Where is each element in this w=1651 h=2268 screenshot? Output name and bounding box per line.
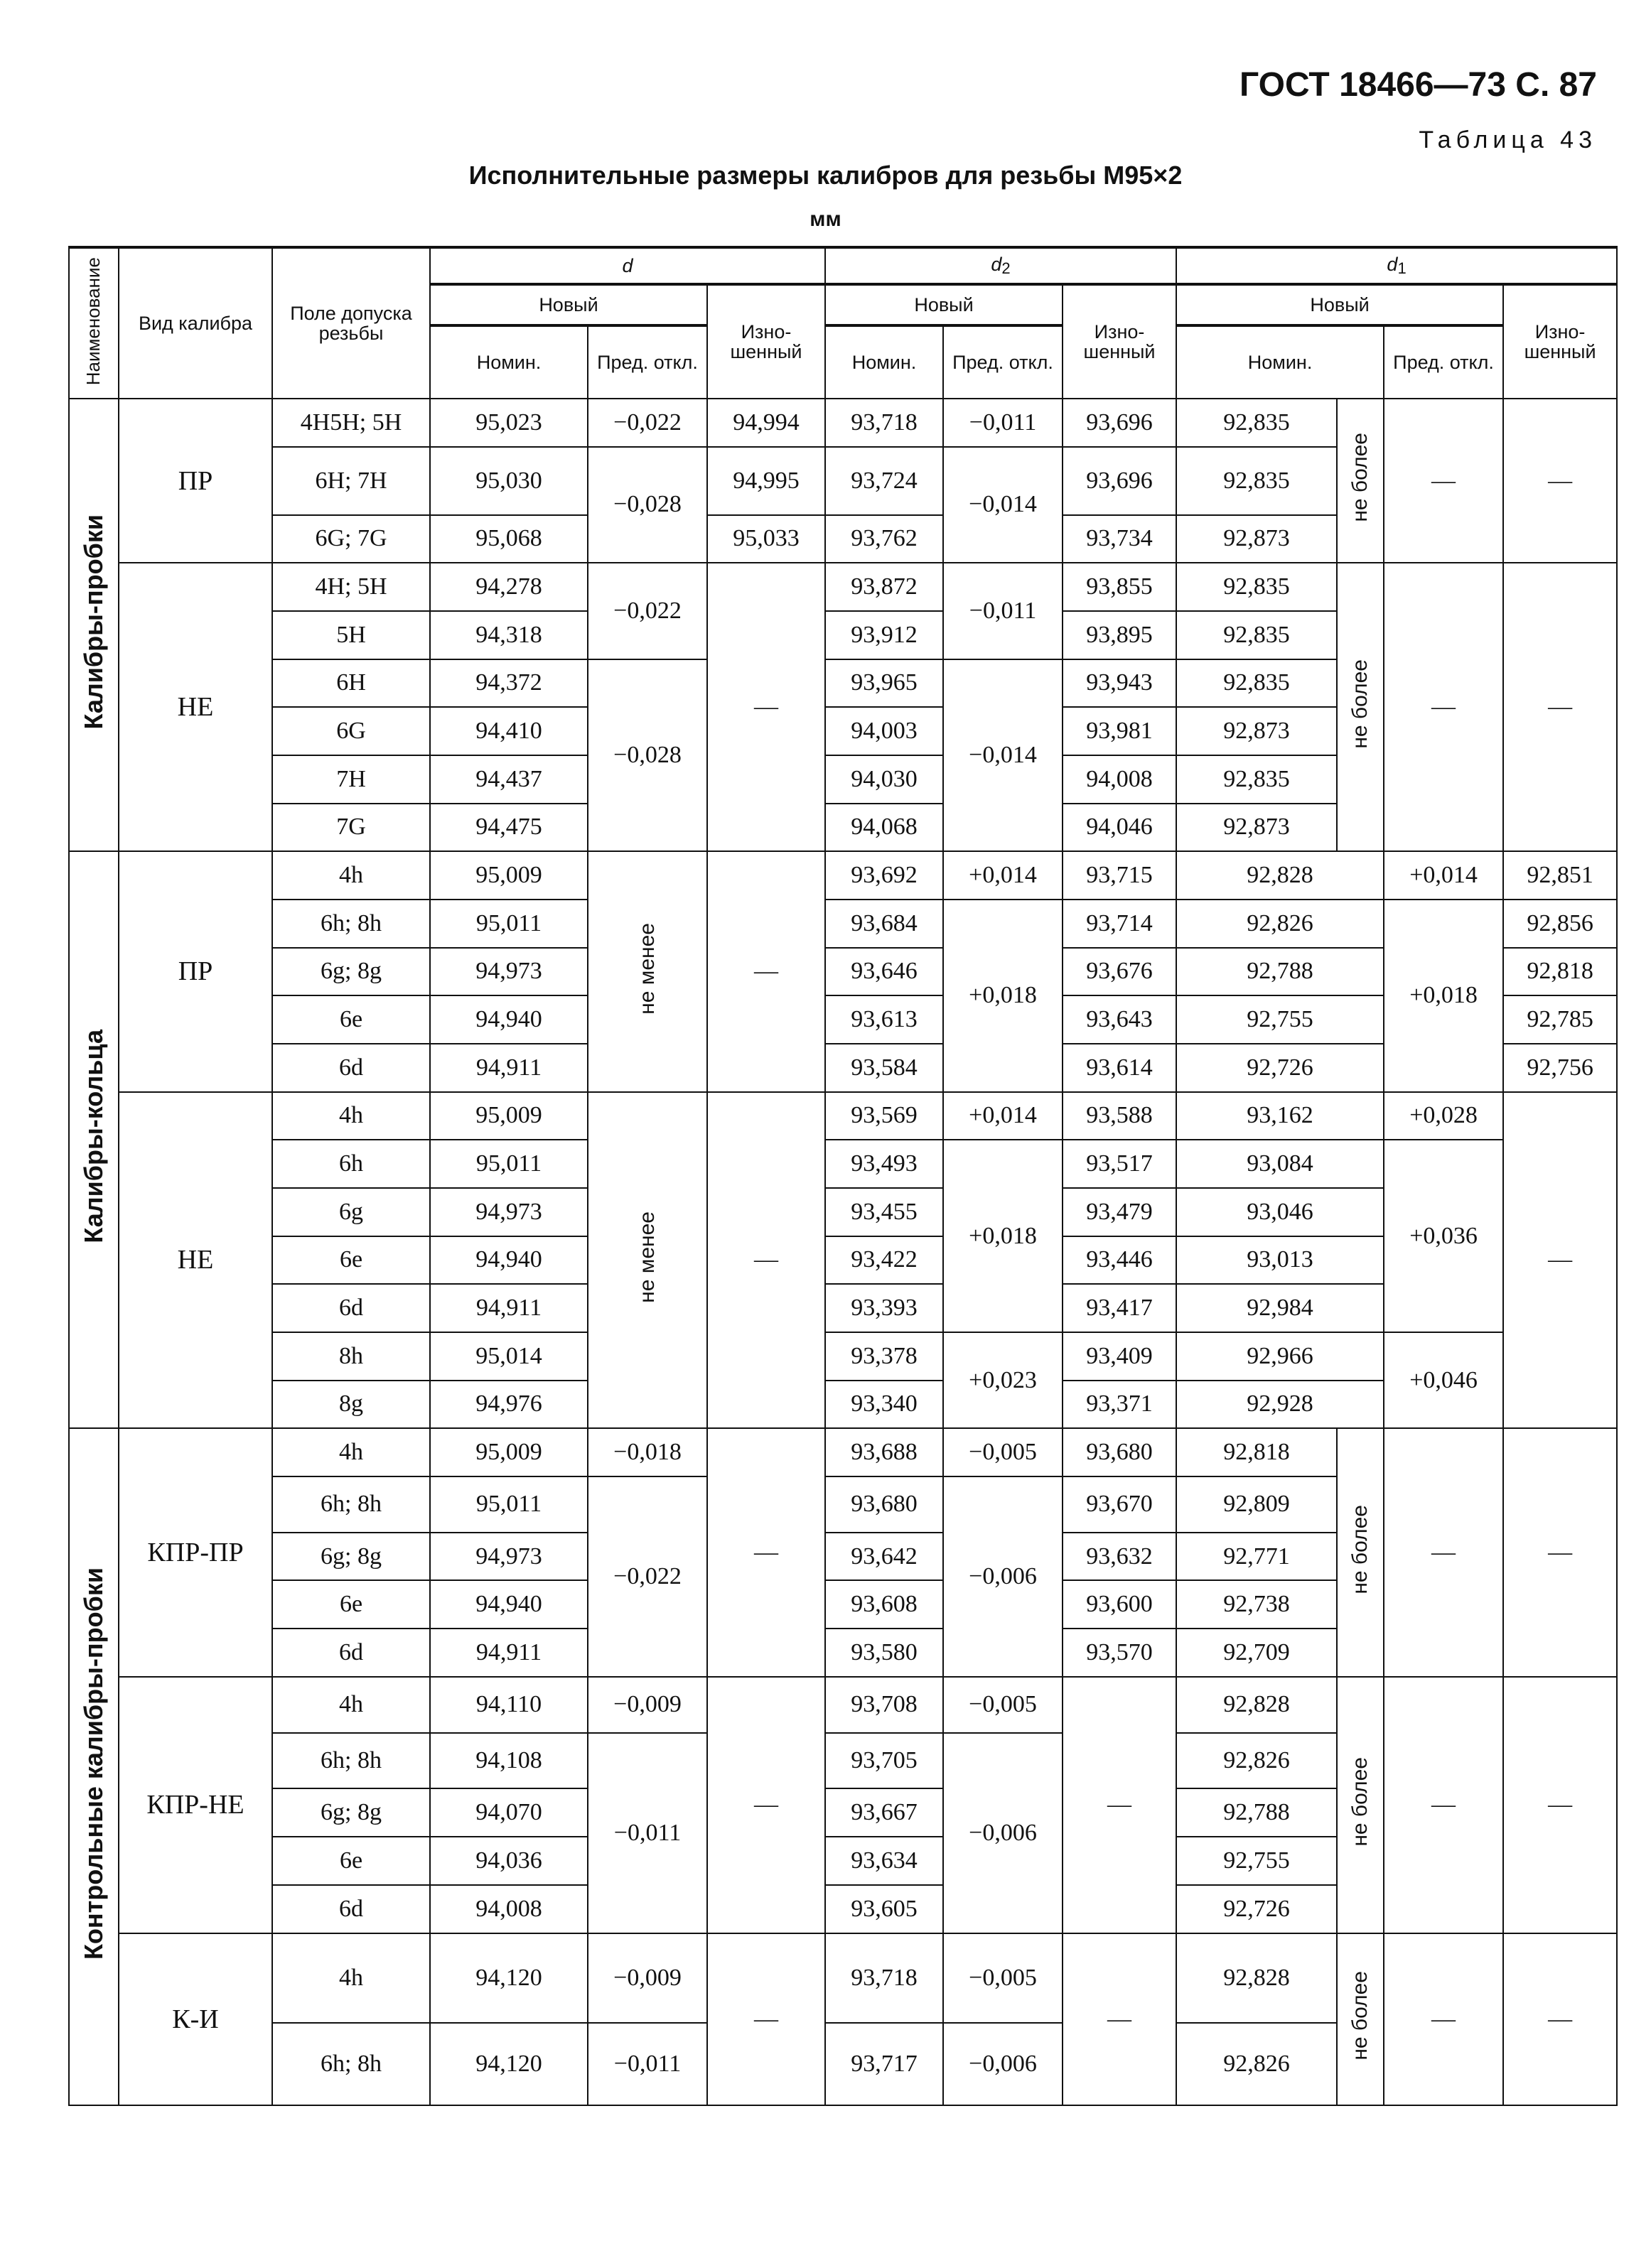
- table-title: Исполнительные размеры калибров для резьбы М95×2: [468, 161, 1183, 190]
- gauge-kind: ПР: [119, 851, 272, 1091]
- value-cell: 92,828: [1176, 1933, 1337, 2024]
- value-cell: 93,493: [825, 1140, 943, 1188]
- value-cell: 93,684: [825, 900, 943, 948]
- value-cell: 93,162: [1176, 1092, 1384, 1140]
- value-cell: 93,417: [1063, 1284, 1176, 1332]
- tolerance-cell: 6d: [272, 1284, 430, 1332]
- value-cell: 93,422: [825, 1236, 943, 1285]
- col-kind: Вид калибра: [119, 247, 272, 399]
- tolerance-cell: 6h; 8h: [272, 2023, 430, 2105]
- value-cell: 93,013: [1176, 1236, 1384, 1285]
- tolerance-cell: 8h: [272, 1332, 430, 1381]
- value-cell: 93,479: [1063, 1188, 1176, 1236]
- group-label: Калибры-кольца: [69, 851, 119, 1428]
- table-body: [69, 399, 1617, 2105]
- value-cell: 93,943: [1063, 659, 1176, 708]
- table-row: [69, 851, 1617, 900]
- tolerance-cell: 4h: [272, 1428, 430, 1476]
- tolerance-cell: 7G: [272, 804, 430, 852]
- value-cell: 95,009: [430, 851, 588, 900]
- value-cell: 93,705: [825, 1733, 943, 1789]
- value-cell: 92,826: [1176, 2023, 1337, 2105]
- tolerance-cell: 6h; 8h: [272, 900, 430, 948]
- note-cell: не менее: [588, 1092, 707, 1429]
- value-cell: 92,928: [1176, 1381, 1384, 1429]
- value-cell: 92,788: [1176, 948, 1384, 996]
- value-cell: −0,005: [943, 1933, 1063, 2024]
- col-d2-new: Новый: [825, 284, 1063, 325]
- value-cell: 93,446: [1063, 1236, 1176, 1285]
- value-cell: 92,771: [1176, 1533, 1337, 1581]
- dash-cell: —: [1384, 1677, 1503, 1933]
- value-cell: 92,818: [1176, 1428, 1337, 1476]
- table-row: [69, 1428, 1617, 1476]
- gauge-kind: НЕ: [119, 1092, 272, 1429]
- page-reference: ГОСТ 18466—73 С. 87: [1239, 66, 1597, 104]
- value-cell: −0,005: [943, 1428, 1063, 1476]
- value-cell: −0,014: [943, 447, 1063, 563]
- value-cell: 92,873: [1176, 804, 1337, 852]
- value-cell: 94,940: [430, 1580, 588, 1629]
- value-cell: 93,734: [1063, 515, 1176, 563]
- dash-cell: —: [1503, 563, 1617, 851]
- value-cell: +0,028: [1384, 1092, 1503, 1140]
- value-cell: 92,818: [1503, 948, 1617, 996]
- value-cell: 93,717: [825, 2023, 943, 2105]
- dash-cell: —: [707, 1933, 825, 2106]
- group-label: Контрольные калибры-пробки: [69, 1428, 119, 2105]
- value-cell: 93,676: [1063, 948, 1176, 996]
- value-cell: −0,006: [943, 1476, 1063, 1677]
- note-cell: не более: [1337, 563, 1384, 851]
- value-cell: 93,600: [1063, 1580, 1176, 1629]
- value-cell: 93,895: [1063, 611, 1176, 659]
- group-label: Калибры-пробки: [69, 399, 119, 851]
- value-cell: 95,030: [430, 447, 588, 515]
- value-cell: 92,738: [1176, 1580, 1337, 1629]
- value-cell: 93,965: [825, 659, 943, 708]
- dash-cell: —: [707, 851, 825, 1091]
- value-cell: 94,008: [430, 1885, 588, 1933]
- value-cell: 92,984: [1176, 1284, 1384, 1332]
- value-cell: 95,011: [430, 900, 588, 948]
- tolerance-cell: 6H; 7H: [272, 447, 430, 515]
- value-cell: 93,708: [825, 1677, 943, 1733]
- value-cell: −0,014: [943, 659, 1063, 852]
- tolerance-cell: 4h: [272, 1092, 430, 1140]
- col-d: d: [430, 247, 825, 284]
- dash-cell: —: [1384, 399, 1503, 563]
- value-cell: 93,688: [825, 1428, 943, 1476]
- value-cell: 94,036: [430, 1837, 588, 1885]
- col-d2: d2: [825, 247, 1176, 284]
- value-cell: 92,756: [1503, 1044, 1617, 1092]
- value-cell: 93,680: [1063, 1428, 1176, 1476]
- gauge-kind: КПР-НЕ: [119, 1677, 272, 1933]
- value-cell: 94,911: [430, 1629, 588, 1677]
- value-cell: 93,517: [1063, 1140, 1176, 1188]
- value-cell: −0,028: [588, 659, 707, 852]
- value-cell: 93,588: [1063, 1092, 1176, 1140]
- dash-cell: —: [1503, 1428, 1617, 1677]
- tolerance-cell: 6G: [272, 707, 430, 755]
- table-row: [69, 900, 1617, 948]
- dash-cell: —: [1063, 1677, 1176, 1933]
- value-cell: 92,856: [1503, 900, 1617, 948]
- table-row: [69, 1677, 1617, 1733]
- tolerance-cell: 6d: [272, 1629, 430, 1677]
- value-cell: 93,981: [1063, 707, 1176, 755]
- value-cell: 92,826: [1176, 1733, 1337, 1789]
- value-cell: 94,911: [430, 1284, 588, 1332]
- value-cell: −0,011: [943, 563, 1063, 659]
- value-cell: 94,976: [430, 1381, 588, 1429]
- value-cell: 93,680: [825, 1476, 943, 1533]
- tolerance-cell: 6g: [272, 1188, 430, 1236]
- value-cell: 93,378: [825, 1332, 943, 1381]
- value-cell: 94,030: [825, 755, 943, 804]
- tolerance-cell: 6g; 8g: [272, 1788, 430, 1837]
- note-cell: не более: [1337, 1428, 1384, 1677]
- dash-cell: —: [707, 1677, 825, 1933]
- value-cell: 94,068: [825, 804, 943, 852]
- value-cell: 94,410: [430, 707, 588, 755]
- table-row: [69, 1140, 1617, 1188]
- value-cell: 95,011: [430, 1476, 588, 1533]
- tolerance-cell: 6d: [272, 1885, 430, 1933]
- value-cell: 92,826: [1176, 900, 1384, 948]
- value-cell: +0,014: [1384, 851, 1503, 900]
- value-cell: +0,018: [943, 900, 1063, 1092]
- tolerance-cell: 4H; 5H: [272, 563, 430, 611]
- value-cell: 93,632: [1063, 1533, 1176, 1581]
- tolerance-cell: 6e: [272, 1580, 430, 1629]
- value-cell: +0,018: [1384, 900, 1503, 1092]
- value-cell: 93,872: [825, 563, 943, 611]
- dash-cell: —: [1384, 563, 1503, 851]
- value-cell: +0,046: [1384, 1332, 1503, 1428]
- value-cell: 93,724: [825, 447, 943, 515]
- value-cell: +0,014: [943, 1092, 1063, 1140]
- value-cell: 92,755: [1176, 995, 1384, 1044]
- value-cell: 95,009: [430, 1092, 588, 1140]
- value-cell: 95,011: [430, 1140, 588, 1188]
- value-cell: −0,006: [943, 2023, 1063, 2105]
- tolerance-cell: 4h: [272, 851, 430, 900]
- value-cell: 94,008: [1063, 755, 1176, 804]
- tolerance-cell: 6h; 8h: [272, 1476, 430, 1533]
- value-cell: 93,718: [825, 399, 943, 447]
- gauge-kind: НЕ: [119, 563, 272, 851]
- tolerance-cell: 6g; 8g: [272, 948, 430, 996]
- value-cell: −0,009: [588, 1677, 707, 1733]
- value-cell: 95,033: [707, 515, 825, 563]
- value-cell: +0,018: [943, 1140, 1063, 1332]
- col-d-worn: Изно-шенный: [707, 284, 825, 399]
- value-cell: +0,023: [943, 1332, 1063, 1428]
- tolerance-cell: 4H5H; 5H: [272, 399, 430, 447]
- value-cell: 94,120: [430, 1933, 588, 2024]
- value-cell: −0,011: [943, 399, 1063, 447]
- value-cell: 93,634: [825, 1837, 943, 1885]
- value-cell: 92,873: [1176, 707, 1337, 755]
- value-cell: 93,670: [1063, 1476, 1176, 1533]
- value-cell: 92,828: [1176, 1677, 1337, 1733]
- value-cell: 94,437: [430, 755, 588, 804]
- value-cell: 92,873: [1176, 515, 1337, 563]
- value-cell: 94,070: [430, 1788, 588, 1837]
- tolerance-cell: 6e: [272, 995, 430, 1044]
- value-cell: 92,828: [1176, 851, 1384, 900]
- table-row: [69, 399, 1617, 447]
- value-cell: 93,569: [825, 1092, 943, 1140]
- value-cell: 93,570: [1063, 1629, 1176, 1677]
- value-cell: −0,006: [943, 1733, 1063, 1933]
- value-cell: 93,696: [1063, 399, 1176, 447]
- table-row: [69, 1092, 1617, 1140]
- col-d2-nom: Номин.: [825, 325, 943, 399]
- tolerance-cell: 5H: [272, 611, 430, 659]
- value-cell: 93,046: [1176, 1188, 1384, 1236]
- value-cell: 93,584: [825, 1044, 943, 1092]
- col-d-new: Новый: [430, 284, 707, 325]
- col-d1-dev: Пред. откл.: [1384, 325, 1503, 399]
- tolerance-cell: 6G; 7G: [272, 515, 430, 563]
- value-cell: +0,036: [1384, 1140, 1503, 1332]
- value-cell: 94,940: [430, 995, 588, 1044]
- value-cell: 94,372: [430, 659, 588, 708]
- dash-cell: —: [1503, 1677, 1617, 1933]
- gauge-kind: К-И: [119, 1933, 272, 2106]
- value-cell: 93,696: [1063, 447, 1176, 515]
- value-cell: 94,973: [430, 1533, 588, 1581]
- tolerance-cell: 8g: [272, 1381, 430, 1429]
- col-d-dev: Пред. откл.: [588, 325, 707, 399]
- value-cell: 94,046: [1063, 804, 1176, 852]
- value-cell: 94,120: [430, 2023, 588, 2105]
- note-cell: не менее: [588, 851, 707, 1091]
- value-cell: −0,005: [943, 1677, 1063, 1733]
- value-cell: 94,994: [707, 399, 825, 447]
- dash-cell: —: [1063, 1933, 1176, 2106]
- tolerance-cell: 6d: [272, 1044, 430, 1092]
- value-cell: 94,108: [430, 1733, 588, 1789]
- value-cell: 93,608: [825, 1580, 943, 1629]
- value-cell: 92,851: [1503, 851, 1617, 900]
- value-cell: 93,762: [825, 515, 943, 563]
- value-cell: 92,835: [1176, 659, 1337, 708]
- dash-cell: —: [707, 1428, 825, 1677]
- note-cell: не более: [1337, 1677, 1384, 1933]
- dash-cell: —: [1503, 399, 1617, 563]
- col-d1-new: Новый: [1176, 284, 1503, 325]
- value-cell: 93,692: [825, 851, 943, 900]
- value-cell: −0,022: [588, 1476, 707, 1677]
- value-cell: +0,014: [943, 851, 1063, 900]
- value-cell: 93,714: [1063, 900, 1176, 948]
- value-cell: −0,022: [588, 399, 707, 447]
- value-cell: 92,788: [1176, 1788, 1337, 1837]
- value-cell: 95,068: [430, 515, 588, 563]
- value-cell: 93,912: [825, 611, 943, 659]
- gauge-kind: КПР-ПР: [119, 1428, 272, 1677]
- table-header: [69, 247, 1617, 399]
- value-cell: 94,318: [430, 611, 588, 659]
- value-cell: 93,084: [1176, 1140, 1384, 1188]
- value-cell: 92,709: [1176, 1629, 1337, 1677]
- value-cell: 92,835: [1176, 447, 1337, 515]
- value-cell: 93,855: [1063, 563, 1176, 611]
- tolerance-cell: 6H: [272, 659, 430, 708]
- value-cell: −0,011: [588, 1733, 707, 1933]
- value-cell: 92,726: [1176, 1044, 1384, 1092]
- value-cell: 93,642: [825, 1533, 943, 1581]
- tolerance-cell: 7H: [272, 755, 430, 804]
- value-cell: 92,835: [1176, 755, 1337, 804]
- value-cell: −0,018: [588, 1428, 707, 1476]
- tolerance-cell: 6g; 8g: [272, 1533, 430, 1581]
- value-cell: 93,605: [825, 1885, 943, 1933]
- value-cell: 94,940: [430, 1236, 588, 1285]
- gauge-dimensions-table: [68, 246, 1618, 2106]
- col-d1-worn: Изно-шенный: [1503, 284, 1617, 399]
- table-label: Таблица 43: [1419, 126, 1597, 153]
- value-cell: 93,409: [1063, 1332, 1176, 1381]
- value-cell: 93,715: [1063, 851, 1176, 900]
- dash-cell: —: [707, 563, 825, 851]
- value-cell: 93,613: [825, 995, 943, 1044]
- value-cell: 93,580: [825, 1629, 943, 1677]
- value-cell: 92,835: [1176, 563, 1337, 611]
- value-cell: 92,809: [1176, 1476, 1337, 1533]
- value-cell: 94,475: [430, 804, 588, 852]
- dash-cell: —: [1384, 1933, 1503, 2106]
- value-cell: 93,646: [825, 948, 943, 996]
- value-cell: 94,973: [430, 948, 588, 996]
- dash-cell: —: [1503, 1092, 1617, 1429]
- value-cell: 92,835: [1176, 399, 1337, 447]
- dash-cell: —: [707, 1092, 825, 1429]
- value-cell: 95,009: [430, 1428, 588, 1476]
- value-cell: 93,340: [825, 1381, 943, 1429]
- tolerance-cell: 6e: [272, 1837, 430, 1885]
- value-cell: 92,785: [1503, 995, 1617, 1044]
- value-cell: 95,014: [430, 1332, 588, 1381]
- col-d1-nom: Номин.: [1176, 325, 1384, 399]
- value-cell: 93,718: [825, 1933, 943, 2024]
- dash-cell: —: [1503, 1933, 1617, 2106]
- value-cell: −0,009: [588, 1933, 707, 2024]
- note-cell: не более: [1337, 399, 1384, 563]
- value-cell: 94,278: [430, 563, 588, 611]
- value-cell: −0,011: [588, 2023, 707, 2105]
- units-label: мм: [810, 207, 841, 231]
- tolerance-cell: 4h: [272, 1933, 430, 2024]
- value-cell: 93,614: [1063, 1044, 1176, 1092]
- col-d-nom: Номин.: [430, 325, 588, 399]
- value-cell: 92,966: [1176, 1332, 1384, 1381]
- table-row: [69, 563, 1617, 611]
- tolerance-cell: 6h: [272, 1140, 430, 1188]
- tolerance-cell: 4h: [272, 1677, 430, 1733]
- value-cell: 92,755: [1176, 1837, 1337, 1885]
- value-cell: 94,995: [707, 447, 825, 515]
- note-cell: не более: [1337, 1933, 1384, 2106]
- value-cell: 93,371: [1063, 1381, 1176, 1429]
- col-d2-worn: Изно-шенный: [1063, 284, 1176, 399]
- value-cell: 93,393: [825, 1284, 943, 1332]
- value-cell: 94,911: [430, 1044, 588, 1092]
- col-tolerance: Поле допуска резьбы: [272, 247, 430, 399]
- value-cell: 94,110: [430, 1677, 588, 1733]
- value-cell: 94,973: [430, 1188, 588, 1236]
- gauge-kind: ПР: [119, 399, 272, 563]
- col-d1: d1: [1176, 247, 1617, 284]
- table-row: [69, 1332, 1617, 1381]
- value-cell: 95,023: [430, 399, 588, 447]
- value-cell: 93,643: [1063, 995, 1176, 1044]
- col-name: Наименование: [69, 247, 119, 399]
- value-cell: 92,726: [1176, 1885, 1337, 1933]
- tolerance-cell: 6e: [272, 1236, 430, 1285]
- col-d2-dev: Пред. откл.: [943, 325, 1063, 399]
- dash-cell: —: [1384, 1428, 1503, 1677]
- value-cell: 94,003: [825, 707, 943, 755]
- value-cell: 93,667: [825, 1788, 943, 1837]
- value-cell: 93,455: [825, 1188, 943, 1236]
- value-cell: −0,028: [588, 447, 707, 563]
- table-row: [69, 1933, 1617, 2024]
- value-cell: 92,835: [1176, 611, 1337, 659]
- value-cell: −0,022: [588, 563, 707, 659]
- tolerance-cell: 6h; 8h: [272, 1733, 430, 1789]
